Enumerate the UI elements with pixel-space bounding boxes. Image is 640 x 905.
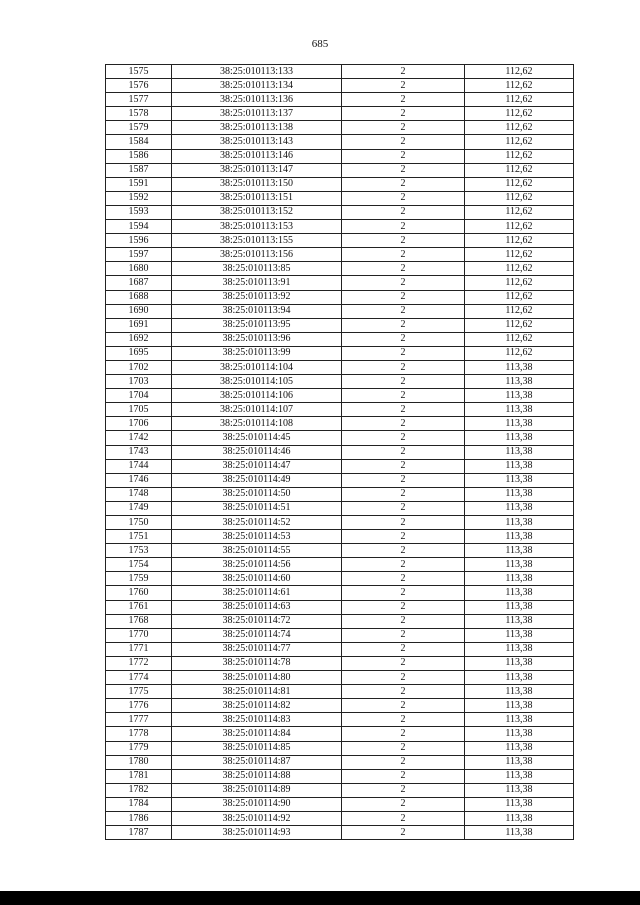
row-number-cell: 1695: [106, 346, 172, 360]
count-cell: 2: [342, 389, 465, 403]
cadastral-number-cell: 38:25:010113:95: [172, 318, 342, 332]
row-number-cell: 1576: [106, 79, 172, 93]
area-cell: 113,38: [465, 783, 574, 797]
count-cell: 2: [342, 558, 465, 572]
area-cell: 113,38: [465, 600, 574, 614]
row-number-cell: 1779: [106, 741, 172, 755]
table-row: [106, 389, 574, 403]
table-row: [106, 713, 574, 727]
table-row: [106, 417, 574, 431]
count-cell: 2: [342, 727, 465, 741]
area-cell: 113,38: [465, 755, 574, 769]
cadastral-number-cell: 38:25:010113:153: [172, 220, 342, 234]
cadastral-number-cell: 38:25:010114:107: [172, 403, 342, 417]
area-cell: 112,62: [465, 346, 574, 360]
row-number-cell: 1749: [106, 501, 172, 515]
table-row: [106, 826, 574, 840]
count-cell: 2: [342, 501, 465, 515]
row-number-cell: 1743: [106, 445, 172, 459]
area-cell: 113,38: [465, 431, 574, 445]
cadastral-number-cell: 38:25:010113:155: [172, 234, 342, 248]
count-cell: 2: [342, 65, 465, 79]
row-number-cell: 1680: [106, 262, 172, 276]
row-number-cell: 1772: [106, 656, 172, 670]
cadastral-number-cell: 38:25:010113:92: [172, 290, 342, 304]
count-cell: 2: [342, 332, 465, 346]
row-number-cell: 1759: [106, 572, 172, 586]
area-cell: 113,38: [465, 614, 574, 628]
area-cell: 113,38: [465, 445, 574, 459]
scan-edge: [0, 891, 640, 905]
area-cell: 112,62: [465, 290, 574, 304]
table-row: [106, 304, 574, 318]
row-number-cell: 1593: [106, 205, 172, 219]
count-cell: 2: [342, 220, 465, 234]
cadastral-number-cell: 38:25:010114:53: [172, 530, 342, 544]
cadastral-number-cell: 38:25:010113:91: [172, 276, 342, 290]
table-row: [106, 487, 574, 501]
table-row: [106, 403, 574, 417]
count-cell: 2: [342, 360, 465, 374]
area-cell: 112,62: [465, 93, 574, 107]
area-cell: 113,38: [465, 586, 574, 600]
count-cell: 2: [342, 276, 465, 290]
cadastral-number-cell: 38:25:010113:99: [172, 346, 342, 360]
row-number-cell: 1777: [106, 713, 172, 727]
cadastral-number-cell: 38:25:010114:105: [172, 375, 342, 389]
table-row: [106, 191, 574, 205]
count-cell: 2: [342, 769, 465, 783]
count-cell: 2: [342, 572, 465, 586]
count-cell: 2: [342, 375, 465, 389]
count-cell: 2: [342, 93, 465, 107]
row-number-cell: 1754: [106, 558, 172, 572]
cadastral-table: [105, 64, 574, 840]
area-cell: 113,38: [465, 459, 574, 473]
count-cell: 2: [342, 431, 465, 445]
cadastral-number-cell: 38:25:010114:46: [172, 445, 342, 459]
row-number-cell: 1594: [106, 220, 172, 234]
count-cell: 2: [342, 248, 465, 262]
cadastral-number-cell: 38:25:010113:143: [172, 135, 342, 149]
table-row: [106, 473, 574, 487]
cadastral-number-cell: 38:25:010114:47: [172, 459, 342, 473]
row-number-cell: 1751: [106, 530, 172, 544]
cadastral-number-cell: 38:25:010114:51: [172, 501, 342, 515]
count-cell: 2: [342, 544, 465, 558]
table-row: [106, 205, 574, 219]
row-number-cell: 1702: [106, 360, 172, 374]
area-cell: 112,62: [465, 177, 574, 191]
cadastral-number-cell: 38:25:010114:89: [172, 783, 342, 797]
cadastral-number-cell: 38:25:010114:74: [172, 628, 342, 642]
row-number-cell: 1577: [106, 93, 172, 107]
row-number-cell: 1753: [106, 544, 172, 558]
row-number-cell: 1587: [106, 163, 172, 177]
cadastral-number-cell: 38:25:010113:137: [172, 107, 342, 121]
area-cell: 113,38: [465, 671, 574, 685]
count-cell: 2: [342, 826, 465, 840]
row-number-cell: 1596: [106, 234, 172, 248]
count-cell: 2: [342, 318, 465, 332]
area-cell: 113,38: [465, 360, 574, 374]
table-row: [106, 163, 574, 177]
count-cell: 2: [342, 149, 465, 163]
count-cell: 2: [342, 459, 465, 473]
cadastral-number-cell: 38:25:010114:80: [172, 671, 342, 685]
count-cell: 2: [342, 107, 465, 121]
area-cell: 112,62: [465, 163, 574, 177]
area-cell: 113,38: [465, 699, 574, 713]
count-cell: 2: [342, 685, 465, 699]
cadastral-number-cell: 38:25:010114:49: [172, 473, 342, 487]
area-cell: 113,38: [465, 389, 574, 403]
area-cell: 112,62: [465, 149, 574, 163]
area-cell: 112,62: [465, 304, 574, 318]
cadastral-number-cell: 38:25:010114:61: [172, 586, 342, 600]
count-cell: 2: [342, 783, 465, 797]
cadastral-number-cell: 38:25:010114:81: [172, 685, 342, 699]
cadastral-number-cell: 38:25:010113:138: [172, 121, 342, 135]
row-number-cell: 1776: [106, 699, 172, 713]
area-cell: 113,38: [465, 572, 574, 586]
row-number-cell: 1586: [106, 149, 172, 163]
area-cell: 113,38: [465, 487, 574, 501]
table-row: [106, 220, 574, 234]
area-cell: 113,38: [465, 501, 574, 515]
count-cell: 2: [342, 304, 465, 318]
table-row: [106, 107, 574, 121]
table-row: [106, 121, 574, 135]
count-cell: 2: [342, 262, 465, 276]
area-cell: 112,62: [465, 135, 574, 149]
cadastral-number-cell: 38:25:010114:77: [172, 642, 342, 656]
area-cell: 112,62: [465, 332, 574, 346]
cadastral-number-cell: 38:25:010113:152: [172, 205, 342, 219]
area-cell: 113,38: [465, 685, 574, 699]
cadastral-number-cell: 38:25:010114:72: [172, 614, 342, 628]
row-number-cell: 1705: [106, 403, 172, 417]
count-cell: 2: [342, 699, 465, 713]
table-row: [106, 79, 574, 93]
row-number-cell: 1761: [106, 600, 172, 614]
table-row: [106, 741, 574, 755]
cadastral-number-cell: 38:25:010113:146: [172, 149, 342, 163]
table-row: [106, 811, 574, 825]
area-cell: 113,38: [465, 811, 574, 825]
area-cell: 112,62: [465, 220, 574, 234]
count-cell: 2: [342, 797, 465, 811]
row-number-cell: 1744: [106, 459, 172, 473]
area-cell: 113,38: [465, 727, 574, 741]
count-cell: 2: [342, 417, 465, 431]
area-cell: 113,38: [465, 741, 574, 755]
table-row: [106, 248, 574, 262]
table-row: [106, 290, 574, 304]
table-row: [106, 572, 574, 586]
area-cell: 112,62: [465, 248, 574, 262]
cadastral-number-cell: 38:25:010114:104: [172, 360, 342, 374]
row-number-cell: 1687: [106, 276, 172, 290]
area-cell: 112,62: [465, 205, 574, 219]
table-row: [106, 600, 574, 614]
count-cell: 2: [342, 755, 465, 769]
row-number-cell: 1786: [106, 811, 172, 825]
area-cell: 113,38: [465, 769, 574, 783]
row-number-cell: 1706: [106, 417, 172, 431]
table-row: [106, 375, 574, 389]
table-row: [106, 727, 574, 741]
table-row: [106, 501, 574, 515]
area-cell: 113,38: [465, 417, 574, 431]
count-cell: 2: [342, 642, 465, 656]
cadastral-number-cell: 38:25:010113:96: [172, 332, 342, 346]
row-number-cell: 1688: [106, 290, 172, 304]
count-cell: 2: [342, 177, 465, 191]
table-row: [106, 558, 574, 572]
row-number-cell: 1584: [106, 135, 172, 149]
row-number-cell: 1704: [106, 389, 172, 403]
table-row: [106, 755, 574, 769]
count-cell: 2: [342, 671, 465, 685]
table-row: [106, 65, 574, 79]
row-number-cell: 1746: [106, 473, 172, 487]
area-cell: 112,62: [465, 107, 574, 121]
row-number-cell: 1748: [106, 487, 172, 501]
row-number-cell: 1768: [106, 614, 172, 628]
cadastral-number-cell: 38:25:010114:106: [172, 389, 342, 403]
area-cell: 112,62: [465, 234, 574, 248]
table-row: [106, 332, 574, 346]
row-number-cell: 1778: [106, 727, 172, 741]
row-number-cell: 1591: [106, 177, 172, 191]
count-cell: 2: [342, 600, 465, 614]
cadastral-number-cell: 38:25:010114:84: [172, 727, 342, 741]
cadastral-number-cell: 38:25:010113:150: [172, 177, 342, 191]
area-cell: 113,38: [465, 628, 574, 642]
count-cell: 2: [342, 290, 465, 304]
cadastral-number-cell: 38:25:010114:45: [172, 431, 342, 445]
area-cell: 113,38: [465, 403, 574, 417]
area-cell: 112,62: [465, 65, 574, 79]
count-cell: 2: [342, 530, 465, 544]
row-number-cell: 1579: [106, 121, 172, 135]
count-cell: 2: [342, 121, 465, 135]
area-cell: 113,38: [465, 713, 574, 727]
row-number-cell: 1781: [106, 769, 172, 783]
cadastral-number-cell: 38:25:010113:133: [172, 65, 342, 79]
cadastral-number-cell: 38:25:010114:87: [172, 755, 342, 769]
count-cell: 2: [342, 628, 465, 642]
table-row: [106, 149, 574, 163]
table-row: [106, 234, 574, 248]
area-cell: 112,62: [465, 191, 574, 205]
table-row: [106, 177, 574, 191]
area-cell: 113,38: [465, 544, 574, 558]
table-row: [106, 276, 574, 290]
row-number-cell: 1691: [106, 318, 172, 332]
cadastral-number-cell: 38:25:010114:78: [172, 656, 342, 670]
page-number: 685: [311, 38, 329, 50]
count-cell: 2: [342, 656, 465, 670]
area-cell: 113,38: [465, 530, 574, 544]
row-number-cell: 1575: [106, 65, 172, 79]
table-row: [106, 769, 574, 783]
cadastral-number-cell: 38:25:010113:136: [172, 93, 342, 107]
area-cell: 113,38: [465, 642, 574, 656]
row-number-cell: 1690: [106, 304, 172, 318]
area-cell: 112,62: [465, 262, 574, 276]
count-cell: 2: [342, 741, 465, 755]
table-row: [106, 93, 574, 107]
table-row: [106, 516, 574, 530]
area-cell: 112,62: [465, 276, 574, 290]
cadastral-number-cell: 38:25:010113:147: [172, 163, 342, 177]
count-cell: 2: [342, 403, 465, 417]
count-cell: 2: [342, 445, 465, 459]
row-number-cell: 1775: [106, 685, 172, 699]
count-cell: 2: [342, 811, 465, 825]
row-number-cell: 1774: [106, 671, 172, 685]
cadastral-number-cell: 38:25:010113:94: [172, 304, 342, 318]
cadastral-number-cell: 38:25:010114:63: [172, 600, 342, 614]
table-row: [106, 262, 574, 276]
cadastral-number-cell: 38:25:010114:88: [172, 769, 342, 783]
cadastral-number-cell: 38:25:010114:83: [172, 713, 342, 727]
count-cell: 2: [342, 473, 465, 487]
count-cell: 2: [342, 586, 465, 600]
area-cell: 113,38: [465, 473, 574, 487]
row-number-cell: 1592: [106, 191, 172, 205]
row-number-cell: 1782: [106, 783, 172, 797]
cadastral-number-cell: 38:25:010114:92: [172, 811, 342, 825]
area-cell: 113,38: [465, 558, 574, 572]
table-row: [106, 530, 574, 544]
row-number-cell: 1787: [106, 826, 172, 840]
area-cell: 112,62: [465, 318, 574, 332]
row-number-cell: 1742: [106, 431, 172, 445]
cadastral-number-cell: 38:25:010114:52: [172, 516, 342, 530]
cadastral-number-cell: 38:25:010114:50: [172, 487, 342, 501]
count-cell: 2: [342, 516, 465, 530]
cadastral-number-cell: 38:25:010114:56: [172, 558, 342, 572]
table-row: [106, 797, 574, 811]
table-row: [106, 586, 574, 600]
count-cell: 2: [342, 135, 465, 149]
row-number-cell: 1692: [106, 332, 172, 346]
row-number-cell: 1784: [106, 797, 172, 811]
area-cell: 112,62: [465, 121, 574, 135]
count-cell: 2: [342, 191, 465, 205]
cadastral-number-cell: 38:25:010113:134: [172, 79, 342, 93]
area-cell: 113,38: [465, 375, 574, 389]
count-cell: 2: [342, 205, 465, 219]
table-row: [106, 671, 574, 685]
count-cell: 2: [342, 487, 465, 501]
count-cell: 2: [342, 234, 465, 248]
cadastral-number-cell: 38:25:010114:60: [172, 572, 342, 586]
table-row: [106, 318, 574, 332]
table-row: [106, 360, 574, 374]
area-cell: 113,38: [465, 826, 574, 840]
row-number-cell: 1597: [106, 248, 172, 262]
row-number-cell: 1771: [106, 642, 172, 656]
table-row: [106, 135, 574, 149]
table-row: [106, 656, 574, 670]
table-row: [106, 783, 574, 797]
row-number-cell: 1703: [106, 375, 172, 389]
table-row: [106, 431, 574, 445]
table-row: [106, 459, 574, 473]
area-cell: 113,38: [465, 656, 574, 670]
cadastral-number-cell: 38:25:010114:85: [172, 741, 342, 755]
cadastral-number-cell: 38:25:010114:93: [172, 826, 342, 840]
row-number-cell: 1770: [106, 628, 172, 642]
table-row: [106, 699, 574, 713]
row-number-cell: 1760: [106, 586, 172, 600]
area-cell: 113,38: [465, 516, 574, 530]
row-number-cell: 1578: [106, 107, 172, 121]
count-cell: 2: [342, 713, 465, 727]
table-row: [106, 445, 574, 459]
area-cell: 113,38: [465, 797, 574, 811]
cadastral-number-cell: 38:25:010113:156: [172, 248, 342, 262]
count-cell: 2: [342, 79, 465, 93]
cadastral-number-cell: 38:25:010114:55: [172, 544, 342, 558]
table-row: [106, 544, 574, 558]
area-cell: 112,62: [465, 79, 574, 93]
table-row: [106, 346, 574, 360]
table-body: [106, 65, 574, 840]
cadastral-number-cell: 38:25:010114:108: [172, 417, 342, 431]
table-row: [106, 628, 574, 642]
row-number-cell: 1780: [106, 755, 172, 769]
count-cell: 2: [342, 163, 465, 177]
cadastral-number-cell: 38:25:010113:85: [172, 262, 342, 276]
count-cell: 2: [342, 346, 465, 360]
count-cell: 2: [342, 614, 465, 628]
cadastral-number-cell: 38:25:010114:82: [172, 699, 342, 713]
table-row: [106, 685, 574, 699]
table-row: [106, 614, 574, 628]
row-number-cell: 1750: [106, 516, 172, 530]
cadastral-number-cell: 38:25:010113:151: [172, 191, 342, 205]
table-row: [106, 642, 574, 656]
cadastral-number-cell: 38:25:010114:90: [172, 797, 342, 811]
